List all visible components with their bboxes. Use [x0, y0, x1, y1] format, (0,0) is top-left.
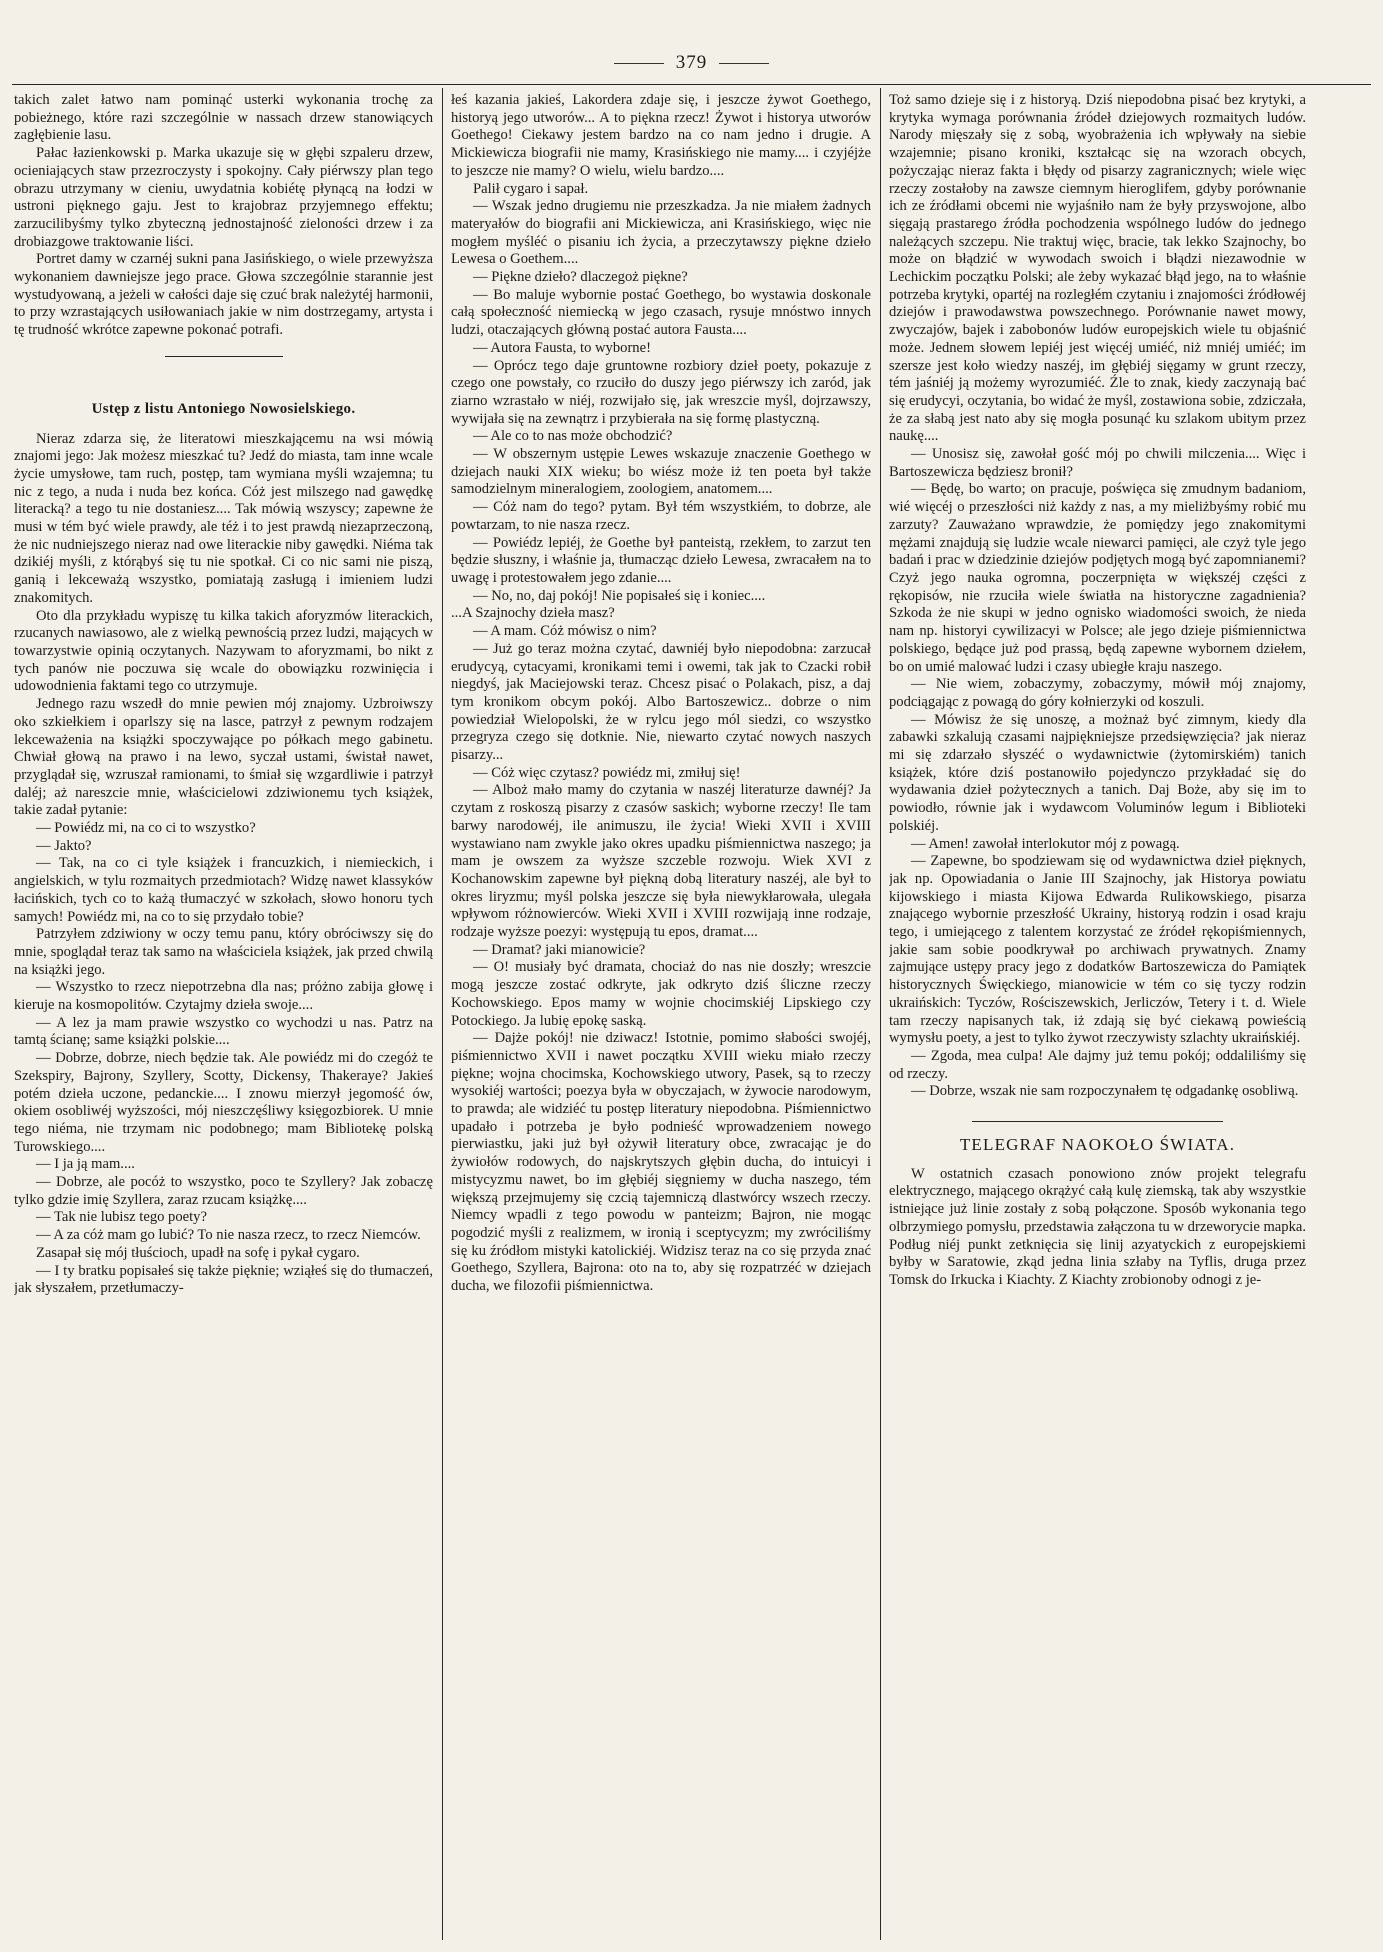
paragraph: — Unosisz się, zawołał gość mój po chwili milczenia.... Więc i Bartoszewicza będziesz bronił?: [889, 446, 1306, 480]
spacer: [14, 367, 433, 385]
section-separator: [972, 1121, 1222, 1122]
paragraph: — I ty bratku popisałeś się także pięknie; wziąłeś się do tłumaczeń, jak słyszałem, przetłumaczy-: [14, 1262, 433, 1297]
paragraph: — Tak nie lubisz tego poety?: [36, 1209, 207, 1226]
page-number: [0, 52, 1383, 74]
column-divider: [880, 88, 881, 1940]
page-number-text: 379: [675, 52, 708, 73]
paragraph: Oto dla przykładu wypiszę tu kilka takich aforyzmów literackich, rzucanych nawiasowo, ale z wielką pewnością przez ludzi, mających w towarzystwie opinią oczytanych. Nazywam to aforyzmami, bo nikt z tych panów nie poczuwa się wcale do obowiązku rozwinięcia i udowodnienia faktami tego co utrzymuje.: [14, 607, 433, 695]
article-heading: TELEGRAF NAOKOŁO ŚWIATA.: [959, 1135, 1236, 1155]
paragraph: — Dobrze, ale pocóż to wszystko, poco te Szyllery? Jak zobaczę tylko gdzie imię Szyllera, zaraz rzucam książkę....: [14, 1174, 433, 1208]
paragraph: — Alboż mało mamy do czytania w naszéj literaturze dawnéj? Ja czytam z roskoszą pisarzy z czasów saskich; wyborne rzeczy! Ile tam barwy narodowéj, ile animuszu, ile życia! Wieki XVII i XVIII wystawiano nam zwykle jako okres upadku piśmiennictwa naszego; ja mam je owszem za wyższe szczeble rozwoju. Wiek XVI z Kochanowskim zapewne był piękną dobą literatury naszéj, ale był to okres liryzmu; myśl polska jeszcze się była niewykłarowała, ulegała wpływom różnowierców. Wieki XVII i XVIII rozwijają inne rodzaje, rodzaje wyższe poezyi: występują tu epos, dramat....: [451, 782, 871, 941]
paragraph: takich zalet łatwo nam pominąć usterki wykonania trochę za pobieżnego, które razi szczególnie w nassach drzew stanowiących zagłębienie lasu.: [14, 92, 433, 144]
paragraph: Toż samo dzieje się i z historyą. Dziś niepodobna pisać bez krytyki, a krytyka wymaga porównania źródeł dziejowych rozmaitych ludów. Narody mięszały się z sobą, wyobrażenia ich wpływały na siebie wzajemnie; pisano kroniki, kształcąc się na wzorach obcych, pożyczając nieraz fakta i błędy od pisarzy zagranicznych; wiele więc rzeczy zostałoby na zawsze ciemnym hieroglifem, gdyby porównanie ich ze źródłami obcemi nie wyjaśniło nam że były przyswojone, albo sięgają prastarego źródła pochodzenia wspólnego ludów do jednego należących szczepu. Nie traktuj więc, bracie, tak lekko Szajnochy, bo może on błądzić w wywodach swoich i błądzi niezawodnie w Lechickim początku Polski; ale żeby wykazać błąd jego, na to właśnie potrzeba krytyki, opartéj na rozległém czytaniu i znajomości źródłowéj dziejów i prawodawstwa powszechnego. Porównanie nawet mowy, zwyczajów, bajek i zabobonów ludów europejskich wiele tu objaśnić może. Jednem słowem lepiéj jest więcéj umiéć, niż mniéj umiéć; im szersze jest koło wiedzy naszéj, im głębiéj sięgamy w grunt rzeczy, tém jaśniéj ją możemy wyrozumiéć. Źle to znak, kiedy zaczynają bać się erudycyi, oczytania, bo widać że myśl, zostawiona sobie, zdziczała, że za słabą jest nato aby się mogła posunąć ku szlakom ubitym przez naukę....: [889, 92, 1306, 445]
paragraph: — Dobrze, dobrze, niech będzie tak. Ale powiédz mi do czegóż te Szekspiry, Bajrony, Szyllery, Scotty, Dickensy, Thakeraye? Jakieś potém dzieła uczone, pedanckie.... I znowu mierzył jegomość ów, okiem osobliwéj wyższości, mój nieszczęśliwy księgozbiorek. U mnie tego niéma, nie trzymam nic podobnego; mam Bibliotekę polską Turowskiego....: [14, 1050, 433, 1155]
paragraph: — Dobrze, wszak nie sam rozpoczynałem tę odgadankę osobliwą.: [911, 1083, 1299, 1100]
paragraph: — Piękne dzieło? dlaczegoż piękne?: [473, 269, 688, 286]
paragraph: — O! musiały być dramata, chociaż do nas nie doszły; wreszcie mogą jeszcze zostać odkryte, jak odkryto dziś śliczne rzeczy Kochowskiego. Epos mamy w wojnie chocimskiéj Lipskiego czy Potockiego. Ja lubię epokę saską.: [451, 959, 871, 1029]
page-number-dash-right: [719, 63, 769, 64]
paragraph: — W obszernym ustępie Lewes wskazuje znaczenie Goethego w dziejach nauki XIX wieku; bo wiész może iż ten poeta był także samodzielnym mineralogiem, zoologiem, anatomem....: [451, 446, 871, 498]
paragraph: — Tak, na co ci tyle książek i francuzkich, i niemieckich, i angielskich, w tylu rozmaitych przedmiotach? Widzę nawet klassyków łacińskich, tych co to każą tłumaczyć w szkołach, słowo honoru tych samych! Powiédz mi, na co to się przydało tobie?: [14, 855, 433, 925]
paragraph: — Powiédz lepiéj, że Goethe był panteistą, rzekłem, to zarzut ten będzie słuszny, i właśnie ja, tłumacząc dzieło Lewesa, zwracałem na to uwagę i protestowałem jego zdanie....: [451, 534, 871, 586]
paragraph: — Cóż nam do tego? pytam. Był tém wszystkiém, to dobrze, ale powtarzam, to nie nasza rzecz.: [451, 499, 871, 533]
paragraph: — Zgoda, mea culpa! Ale dajmy już temu pokój; oddaliliśmy się od rzeczy.: [889, 1047, 1306, 1082]
paragraph: — Ale co to nas może obchodzić?: [473, 428, 673, 445]
paragraph: łeś kazania jakieś, Lakordera zdaje się, i jeszcze żywot Goethego, historyą jego utworów... A to piękna rzecz! Żywot i historya utworów Goethego! Ciekawy jestem bardzo na co nam jedno i drugie. A Mickiewicza biografii nie mamy, Krasińskiego nie mamy.... i czyjéjże to jeszcze nie mamy? O wielu, wielu bardzo....: [451, 92, 871, 179]
paragraph: Pałac łazienkowski p. Marka ukazuje się w głębi szpaleru drzew, ocieniających staw przezroczysty i spokojny. Cały piérwszy plan tego obrazu utrzymany w cieniu, uwydatnia kobiétę płynącą na łodzi w ustroni pięknego gaju. Jest to krajobraz przyjemnego effektu; zarzucilibyśmy tylko zbyteczną jednostajność zieloności drzew i za drobiazgowe traktowanie liści.: [14, 145, 433, 250]
text-column-1: [14, 92, 433, 1944]
top-rule: [12, 84, 1371, 85]
paragraph: — Autora Fausta, to wyborne!: [473, 339, 651, 356]
paragraph: — A mam. Cóż mówisz o nim?: [473, 623, 657, 640]
column-divider: [442, 88, 443, 1940]
article-heading: Ustęp z listu Antoniego Nowosielskiego.: [91, 400, 356, 417]
paragraph: — I ja ją mam....: [36, 1156, 135, 1173]
section-separator: [165, 356, 283, 357]
paragraph: — Wszak jedno drugiemu nie przeszkadza. Ja nie miałem żadnych materyałów do biografii ani Mickiewicza, ani Krasińskiego, więc nie mogłem myśléć o pisaniu ich życia, a przeczytawszy piękne dzieło Lewesa o Goethem....: [451, 198, 871, 268]
page-number-dash-left: [614, 63, 664, 64]
paragraph: Nieraz zdarza się, że literatowi mieszkającemu na wsi mówią znajomi jego: Jak możesz mieszkać tu? Jedź do miasta, tam inne wcale życie umysłowe, tam ruch, postęp, tam wymiana myśli wzajemna; tu nic z tego, a nuda i nuda bez końca. Cóż jest milszego nad gawędkę literacką? a tego tu nie dostaniesz.... Tak mówią wszyscy; zapewne że musi w tém być wiele prawdy, ale téż i to jest prawdą niezaprzeczoną, że nic nudniejszego nieraz nad owe literackie niby gawędki. Niéma tak dzikiéj myśli, z którąbyś się tu nie spotkał. Ci co nic sami nie piszą, ganią i lekceważą wszystko, pomiatają zasługą i imieniem ludzi znakomitych.: [14, 430, 433, 606]
paragraph: — No, no, daj pokój! Nie popisałeś się i koniec....: [473, 587, 766, 604]
paragraph: W ostatnich czasach ponowiono znów projekt telegrafu elektrycznego, mającego okrążyć całą kulę ziemską, tak aby wszystkie istniejące już linie zostały z sobą połączone. Sposób wykonania tego olbrzymiego pomysłu, przedstawia załączona tu w drzeworycie mapka. Podług niéj punkt zetknięcia się linij azyatyckich z europejskiemi byłby w Saratowie, zkąd jedna linia szłaby na Tyflis, druga przez Tomsk do Irkucka i Kiachty. Z Kiachty zrobionoby odnogi z je-: [889, 1165, 1306, 1288]
paragraph: — Bo maluje wybornie postać Goethego, bo wystawia doskonale całą społeczność niemiecką w jego czasach, rysuje mnóstwo innych ludzi, otaczających główną postać autora Fausta....: [451, 286, 871, 339]
paragraph: Zasapał się mój tłuścioch, upadł na sofę i pykał cygaro.: [36, 1244, 360, 1261]
paragraph: — Nie wiem, zobaczymy, zobaczymy, mówił mój znajomy, podciągając z powagą do góry kołnierzyki od koszuli.: [889, 676, 1306, 710]
paragraph: Palił cygaro i sapał.: [473, 180, 589, 197]
paragraph: — A lez ja mam prawie wszystko co wychodzi u nas. Patrz na tamtą ścianę; same książki polskie....: [14, 1014, 433, 1049]
paragraph: — Dajże pokój! nie dziwacz! Istotnie, pomimo słabości swojéj, piśmiennictwo XVII i nawet początku XVIII wieku miało rzeczy piękne; wojna chocimska, Kochowskiego utwory, Pasek, są to rzeczy wysokiéj wartości; poezya była w obyczajach, w żywocie narodowym, to prawda; ale widziéć tu postęp literatury niepodobna. Piśmiennictwo upadało i potrzeba je było podnieść wprowadzeniem nowego pierwiastku, jaki już był ożywił literatury obce, zwracając je do żywiołów rodowych, do najskrytszych głębin ducha, do intuicyi i mistycyzmu nawet, bo im głębiéj sięgniemy w ducha naszego, tém większą przejmujemy się czcią tajemniczą dlastwórcy wszech rzeczy. Niemcy wpadli z tego powodu w panteizm; Bajron, nie mogąc pogodzić myśli z realizmem, w ironią i sceptycyzm; my zwróciliśmy się ku źródłom mistyki katolickiéj. Widzisz teraz na co się przyda znać Goethego, Szyllera, Bajrona: oto na to, aby się rozpatrzéć w dziejach ducha, we filozofii piśmiennictwa.: [451, 1030, 871, 1295]
text-column-3: [889, 92, 1306, 1944]
paragraph: ...A Szajnochy dzieła masz?: [451, 605, 615, 622]
paragraph: Portret damy w czarnéj sukni pana Jasińskiego, o wiele przewyższa wykonaniem dawniejsze jego prace. Głowa szczególnie starannie jest wystudyowaną, a jeżeli w całości daje się czuć brak należytéj harmonii, to przy wzrastających usiłowaniach jakie w nim dostrzegamy, artysta i tę trudność wkrótce zapewne pokonać potrafi.: [14, 251, 433, 339]
paragraph: — Jakto?: [36, 837, 92, 854]
paragraph: — Powiédz mi, na co ci to wszystko?: [36, 820, 256, 837]
paragraph: — Już go teraz można czytać, dawniéj było niepodobna: zarzucał erudycyą, cytacyami, kronikami temi i owemi, tak jak to Czacki robił niegdyś, jak Maciejowski teraz. Chcesz pisać o Polakach, pisz, a daj tym kronikom obcym pokój. Albo Bartoszewicz.. dobrze o nim powiedział Wielopolski, że w rylcu jego mól siedzi, co wszystko przegryza czego się dotknie. Nie, niewarto czytać nowych naszych pisarzy...: [451, 640, 871, 764]
paragraph: — Oprócz tego daje gruntowne rozbiory dzieł poety, pokazuje z czego one powstały, co rzuciło do duszy jego piérwszy ich zaród, jak ziarno wzrastało w niéj, rozwijało się, jak wreszcie myśl, dojrzawszy, wywijała się na zewnątrz i przybierała na się formę plastyczną.: [451, 357, 871, 427]
text-column-2: [451, 92, 871, 1944]
paragraph: — Amen! zawołał interlokutor mój z powagą.: [911, 835, 1180, 852]
paragraph: — Cóż więc czytasz? powiédz mi, zmiłuj się!: [473, 764, 741, 781]
paragraph: — A za cóż mam go lubić? To nie nasza rzecz, to rzecz Niemców.: [36, 1227, 421, 1244]
paragraph: — Mówisz że się unoszę, a możnaż być zimnym, kiedy dla zabawki szkalują czasami najpiękniejsze przedsięwzięcia? jak nieraz mi się zdarzało słyszéć o wydawnictwie (żytomirskiém) tanich książek, które dziś postanowiło pojedynczo przykładać się do wydawania dzieł pożytecznych a tanich. Daj Boże, aby się im to powiodło, równie jak i wydawcom Voluminów legum i Biblioteki polskiéj.: [889, 711, 1306, 834]
paragraph: Jednego razu wszedł do mnie pewien mój znajomy. Uzbroiwszy oko szkiełkiem i oparlszy się na lasce, patrzył z pewnym rodzajem lekceważenia na książki spoczywające po półkach mego gabinetu. Chwiał głową na prawo i na lewo, syczał ustami, świstał nawet, przyglądał się, wzruszał ramionami, to śmiał się wzgardliwie i patrzył daléj; aż nareszcie mnie, właścicielowi zdziwionemu tych książek, takie zadał pytanie:: [14, 696, 433, 819]
paragraph: — Wszystko to rzecz niepotrzebna dla nas; próżno zabija głowę i kieruje na kosmopolitów. Czytajmy dzieła swoje....: [14, 979, 433, 1014]
paragraph: — Będę, bo warto; on pracuje, poświęca się zmudnym badaniom, wié więcéj o przeszłości niż każdy z nas, a my mieliżbyśmy robić mu zarzuty? Zauważano wprawdzie, że pomiędzy jego znakomitymi mężami znajdują się ludzie wcale niewarci pamięci, ale czyż tyle jego badań i prac w dziedzinie dziejów podjętych mogą być zapomnianemi? Czyż jego nauka ogromna, poczerpnięta w większéj części z rękopisów, nie rzuciła wiele światła na historyczne zagadnienia? Szkoda że nie skupi w jedno ognisko wiadomości swoich, że nieda nam np. historyi cywilizacyi w Polsce; ale jego dzieje piśmiennictwa polskiego, będące już pod prassą, będą zapewne wybornem dziełem, bo on umié malować ludzi i czasy ubiegłe kraju naszego.: [889, 481, 1306, 675]
paragraph: — Zapewne, bo spodziewam się od wydawnictwa dzieł pięknych, jak np. Opowiadania o Janie III Szajnochy, jak Historya powiatu kijowskiego i miasta Kijowa Edwarda Rulikowskiego, pisarza znającego wybornie przeszłość Ukrainy, historyą rodzin i osad kraju tego, i umiejącego z talentem korzystać ze źródeł rękopiśmiennych, jakie sam sobie poodkrywał po archiwach prywatnych. Znamy zajmujące ustępy pracy jego z dodatków Bartoszewicza do Pamiątek historycznych Święckiego, mianowicie w tém co się tyczy rodzin ukraińskich: Tyczów, Rościszewskich, Jerliczów, Tetery i t. d. Wiele tam rzeczy napisanych tak, iż zdają się być ciekawą powieścią wymysłu poety, a jest to tylko żywot rzeczywisty szlachty ukraińskiéj.: [889, 853, 1306, 1047]
paragraph: — Dramat? jaki mianowicie?: [473, 941, 646, 958]
paragraph: Patrzyłem zdziwiony w oczy temu panu, który obróciwszy się do mnie, spoglądał teraz tak samo na właściciela książek, jak przed chwilą na książki jego.: [14, 926, 433, 978]
